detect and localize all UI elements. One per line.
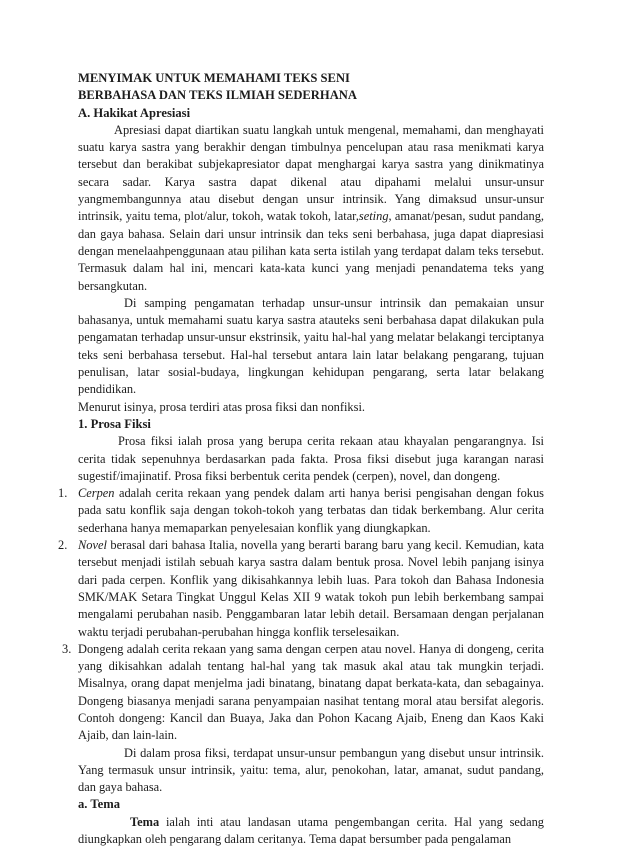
paragraph-unsur-intrinsik: Di dalam prosa fiksi, terdapat unsur-unsur pembangun yang disebut unsur intrinsik. Yang termasuk unsur intrinsik, yaitu: tema, alur, penokohan, latar, amanat, sudut pandang, dan gaya bahasa.	[78, 745, 544, 795]
list-number: 3.	[62, 641, 72, 656]
list-item-text	[78, 537, 544, 641]
paragraph-ekstrinsik: Di samping pengamatan terhadap unsur-unsur intrinsik dan pemakaian unsur bahasanya, untuk memahami suatu karya sastra atauteks seni berbahasa dapat dilakukan pula pengamatan terhadap unsur-unsur ekstrinsik, yaitu hal-hal yang melatar belakangi terciptanya teks seni berbahasa tersebut. Hal-hal tersebut antara lain latar belakang pengarang, tujuan penulisan, latar sosial-budaya, lingkungan kehidupan pengarang, serta latar belakang pendidikan.	[78, 295, 544, 397]
seting-term: seting	[358, 209, 389, 224]
list-number: 2.	[58, 538, 68, 553]
list-number: 1.	[58, 486, 68, 501]
tema-definition: ialah inti atau landasan utama pengembangan cerita. Hal yang sedang diungkapkan oleh pengarang dalam ceritanya. Tema dapat bersumber pada pengalaman	[78, 814, 544, 847]
novel-definition: berasal dari bahasa Italia, novella yang berarti barang baru yang kecil. Kemudian, kata tersebut menjadi istilah sebuah karya sastra dalam bentuk prosa. Novel lebih panjang isinya dari pada cerpen. Konflik yang dikisahkannya lebih luas. Para tokoh dan Bahasa Indonesia SMK/MAK Setara Tingkat Unggul Kelas XII 9 watak tokoh pun lebih berkembang sampai mengalami perubahan nasib. Penggambaran latar lebih detail. Bersamaan dengan perjalanan waktu terjadi perubahan-perubahan hingga konflik terselesaikan.	[78, 538, 544, 639]
section-heading-a: A. Hakikat Apresiasi	[78, 105, 191, 120]
list-item-cerpen	[58, 485, 544, 537]
paragraph-apresiasi-text: Apresiasi dapat diartikan suatu langkah untuk mengenal, memahami, dan menghayati suatu karya sastra yang berakhir dengan timbulnya pencelupan atau rasa menikmati karya tersebut dan berakibat subjekapresiator dapat menghargai karya sastra yang dinikmatinya secara sadar. Karya sastra dapat dikenal atau dipahami melalui unsur-unsur yangmembangunnya atau disebut dengan unsur intrinsik. Yang dimaksud unsur-unsur intrinsik, yaitu tema, plot/alur, tokoh, watak tokoh, latar,	[78, 122, 544, 224]
paragraph-apresiasi-tail: , amanat/pesan, sudut pandang, dan gaya bahasa. Selain dari unsur intrinsik dan teks seni berbahasa, juga dapat diapresiasi dengan menelaahpenggunaan atau pilihan kata serta istilah yang terdapat dalam teks tersebut. Termasuk dalam hal ini, mencari kata-kata kunci yang menjadi penandatema teks yang bersangkutan.	[78, 209, 544, 293]
paragraph-prosa-fiksi: Prosa fiksi ialah prosa yang berupa cerita rekaan atau khayalan pengarangnya. Isi cerita tidak sepenuhnya berdasarkan pada fakta. Prosa fiksi disebut juga karangan narasi sugestif/imajinatif. Prosa fiksi berbentuk cerita pendek (cerpen), novel, dan dongeng.	[78, 434, 544, 483]
document-title	[78, 70, 544, 105]
paragraph-prosa-isi: Menurut isinya, prosa terdiri atas prosa fiksi dan nonfiksi.	[78, 399, 365, 414]
list-item-text	[78, 485, 544, 537]
list-item-novel	[58, 537, 544, 641]
title-line-2: BERBAHASA DAN TEKS ILMIAH SEDERHANA	[78, 88, 357, 103]
cerpen-term: Cerpen	[78, 486, 115, 501]
list-item-dongeng	[62, 641, 544, 745]
paragraph-apresiasi	[78, 122, 544, 295]
subheading-prosa-fiksi: 1. Prosa Fiksi	[78, 416, 151, 431]
document-body	[58, 70, 544, 848]
tema-term: Tema	[130, 814, 160, 829]
novel-term: Novel	[78, 538, 107, 553]
dongeng-definition: Dongeng adalah cerita rekaan yang sama dengan cerpen atau novel. Hanya di dongeng, cerita yang dikisahkan adalah tentang hal-hal yang tak masuk akal atau tak mungkin terjadi. Misalnya, orang dapat menjelma jadi binatang, binatang dapat berkata-kata, dan sebagainya. Dongeng biasanya menjadi sarana penyampaian nasihat tentang moral atau bersifat alegoris. Contoh dongeng: Kancil dan Buaya, Jaka dan Pohon Kacang Ajaib, Eneng dan Kaos Kaki Ajaib, dan lain-lain.	[78, 641, 544, 743]
paragraph-tema	[78, 814, 544, 848]
cerpen-definition: adalah cerita rekaan yang pendek dalam arti hanya berisi pengisahan dengan fokus pada satu konflik saja dengan tokoh-tokoh yang terbatas dan tidak berkembang. Alur cerita sederhana hanya memaparkan penyelesaian konflik yang diungkapkan.	[78, 486, 544, 535]
subheading-tema: a. Tema	[78, 797, 120, 812]
title-line-1: MENYIMAK UNTUK MEMAHAMI TEKS SENI	[78, 71, 350, 85]
